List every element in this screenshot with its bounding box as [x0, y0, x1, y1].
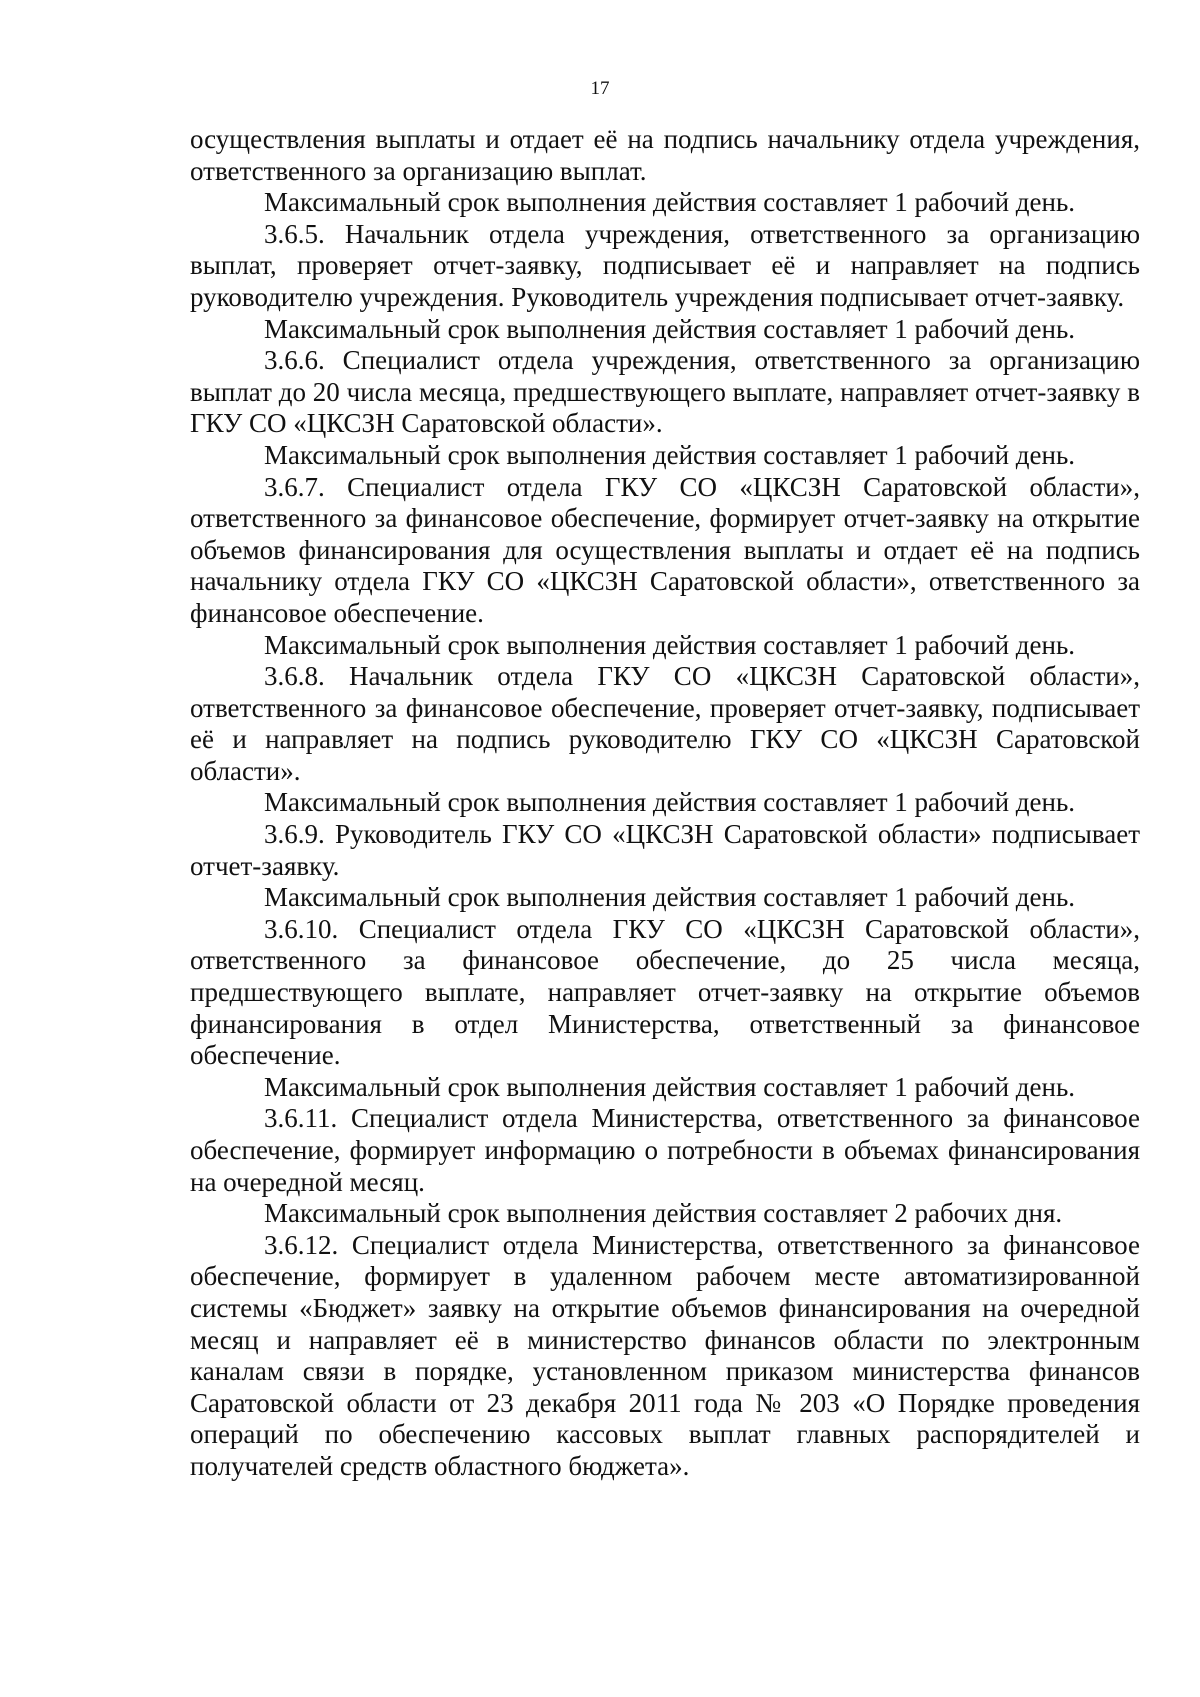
- page-number: 17: [590, 78, 610, 99]
- paragraph: Максимальный срок выполнения действия составляет 1 рабочий день.: [264, 187, 1076, 218]
- paragraph: Максимальный срок выполнения действия составляет 1 рабочий день.: [264, 787, 1076, 818]
- paragraph: Максимальный срок выполнения действия составляет 1 рабочий день.: [264, 1071, 1076, 1102]
- paragraph: осуществления выплаты и отдает её на подпись начальнику отдела учреждения, ответственного за организацию выплат.: [190, 124, 1140, 186]
- document-body: [190, 124, 1140, 1483]
- paragraph: 3.6.11. Специалист отдела Министерства, ответственного за финансовое обеспечение, формирует информацию о потребности в объемах финансирования на очередной месяц.: [190, 1103, 1140, 1197]
- paragraph: Максимальный срок выполнения действия составляет 2 рабочих дня.: [264, 1198, 1063, 1229]
- paragraph: 3.6.10. Специалист отдела ГКУ СО «ЦКСЗН Саратовской области», ответственного за финансовое обеспечение, до 25 числа месяца, предшествующего выплате, направляет отчет-заявку на открытие объемов финансирования в отдел Министерства, ответственный за финансовое обеспечение.: [190, 913, 1140, 1071]
- paragraph: Максимальный срок выполнения действия составляет 1 рабочий день.: [264, 439, 1076, 470]
- paragraph: Максимальный срок выполнения действия составляет 1 рабочий день.: [264, 629, 1076, 660]
- paragraph: 3.6.7. Специалист отдела ГКУ СО «ЦКСЗН Саратовской области», ответственного за финансовое обеспечение, формирует отчет-заявку на открытие объемов финансирования для осуществления выплаты и отдает её на подпись начальнику отдела ГКУ СО «ЦКСЗН Саратовской области», ответственного за финансовое обеспечение.: [190, 471, 1140, 628]
- paragraph: Максимальный срок выполнения действия составляет 1 рабочий день.: [264, 313, 1076, 344]
- paragraph: 3.6.9. Руководитель ГКУ СО «ЦКСЗН Саратовской области» подписывает отчет-заявку.: [190, 819, 1140, 881]
- paragraph: 3.6.8. Начальник отдела ГКУ СО «ЦКСЗН Саратовской области», ответственного за финансовое обеспечение, проверяет отчет-заявку, подписывает её и направляет на подпись руководителю ГКУ СО «ЦКСЗН Саратовской области».: [190, 661, 1140, 786]
- paragraph: Максимальный срок выполнения действия составляет 1 рабочий день.: [264, 882, 1076, 913]
- paragraph: 3.6.5. Начальник отдела учреждения, ответственного за организацию выплат, проверяет отчет-заявку, подписывает её и направляет на подпись руководителю учреждения. Руководитель учреждения подписывает отчет-заявку.: [190, 218, 1140, 312]
- paragraph: 3.6.12. Специалист отдела Министерства, ответственного за финансовое обеспечение, формирует в удаленном рабочем месте автоматизированной системы «Бюджет» заявку на открытие объемов финансирования на очередной месяц и направляет её в министерство финансов области по электронным каналам связи в порядке, установленном приказом министерства финансов Саратовской области от 23 декабря 2011 года № 203 «О Порядке проведения операций по обеспечению кассовых выплат главных распорядителей и получателей средств областного бюджета».: [190, 1229, 1140, 1481]
- paragraph: 3.6.6. Специалист отдела учреждения, ответственного за организацию выплат до 20 числа месяца, предшествующего выплате, направляет отчет-заявку в ГКУ СО «ЦКСЗН Саратовской области».: [190, 345, 1140, 439]
